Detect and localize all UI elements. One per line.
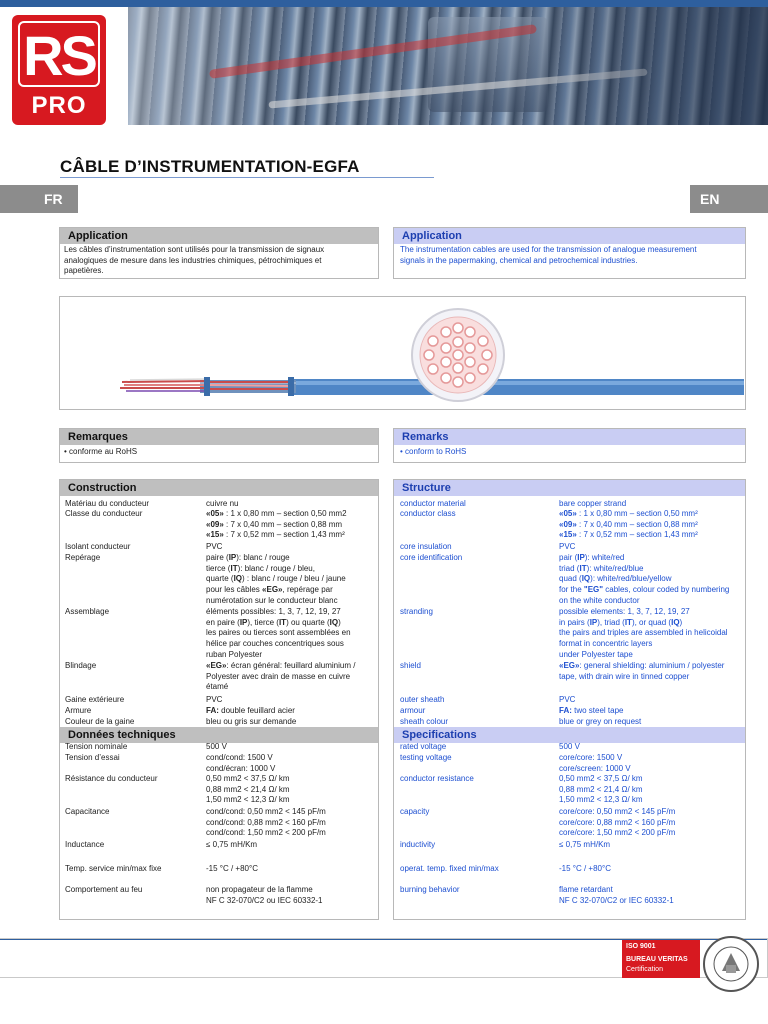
construction-row-en-label: outer sheath (400, 695, 445, 704)
construction-row-en-label: sheath colour (400, 717, 449, 726)
construction-row-en-value: FA: two steel tape (559, 706, 624, 715)
technical-fr-heading: Données techniques (60, 727, 378, 743)
application-en-heading: Application (394, 228, 745, 244)
remarks-en-box (393, 428, 746, 463)
construction-row-en-value: «EG»: general shielding: aluminium / polyester tape, with drain wire in tinned copper (559, 661, 725, 681)
construction-row-fr-label: Repérage (65, 553, 101, 562)
technical-row-fr-label: Tension nominale (65, 742, 128, 751)
technical-row-en-label: rated voltage (400, 742, 447, 751)
construction-row-en-label: armour (400, 706, 426, 715)
construction-row-fr-label: Couleur de la gaine (65, 717, 135, 726)
construction-row-en-label: conductor material (400, 499, 466, 508)
remarks-fr-heading: Remarques (60, 429, 378, 445)
construction-row-en-label: core insulation (400, 542, 452, 551)
construction-row-fr-value: PVC (206, 542, 223, 551)
construction-row-fr-value: «EG»: écran général: feuillard aluminium / Polyester avec drain de masse en cuivre étamé (206, 661, 356, 692)
remarks-fr-text: • conforme au RoHS (64, 447, 138, 456)
rs-pro-logo (12, 15, 106, 125)
construction-row-en-value: PVC (559, 695, 576, 704)
remarks-en-text: • conform to RoHS (400, 447, 467, 456)
technical-row-fr-label: Temp. service min/max fixe (65, 864, 162, 873)
technical-row-fr-label: Inductance (65, 840, 105, 849)
certification-label: Certification (626, 966, 663, 973)
iso-certification-badge (622, 940, 700, 978)
construction-row-en-label: shield (400, 661, 421, 670)
technical-row-fr-value: ≤ 0,75 mH/Km (206, 840, 258, 849)
cable-illustration (59, 296, 746, 410)
construction-row-en-value: possible elements: 1, 3, 7, 12, 19, 27 in pairs (IP), triad (IT), or quad (IQ) the pairs and triples are assembled in helicoidal format in concentric layers under Polyester tape (559, 607, 728, 659)
lang-tab-fr: FR (0, 185, 78, 213)
construction-row-fr-value: cuivre nu (206, 499, 239, 508)
technical-row-en-value: -15 °C / +80°C (559, 864, 611, 873)
iso-label: ISO 9001 (626, 943, 656, 950)
technical-row-fr-label: Comportement au feu (65, 885, 143, 894)
construction-row-fr-label: Assemblage (65, 607, 110, 616)
construction-row-fr-value: éléments possibles: 1, 3, 7, 12, 19, 27 en paire (IP), tierce (IT) ou quarte (IQ) les paires ou tierces sont assemblées en hélice par couches concentriques sous ruban Polyester (206, 607, 351, 659)
construction-row-fr-label: Gaine extérieure (65, 695, 125, 704)
application-fr-text: Les câbles d’instrumentation sont utilisés pour la transmission de signaux analogiques de mesure dans les industries chimiques, pétrochimiques et papetières. (64, 245, 325, 276)
technical-row-fr-value: 500 V (206, 742, 227, 751)
logo-pro-text: PRO (31, 92, 87, 119)
construction-row-fr-label: Isolant conducteur (65, 542, 131, 551)
construction-row-en-value: pair (IP): white/red triad (IT): white/red/blue quad (IQ): white/red/blue/yellow for the "EG" cables, colour coded by numbering on the white conductor (559, 553, 730, 605)
construction-fr-heading: Construction (60, 480, 378, 496)
construction-row-en-label: stranding (400, 607, 433, 616)
technical-row-en-value: flame retardant NF C 32-070/C2 or IEC 60332-1 (559, 885, 674, 905)
technical-row-en-value: 500 V (559, 742, 580, 751)
application-en-box (393, 227, 746, 279)
technical-row-en-label: inductivity (400, 840, 436, 849)
technical-row-en-label: testing voltage (400, 753, 452, 762)
application-en-text: The instrumentation cables are used for the transmission of analogue measurement signals in the papermaking, chemical and petrochemical industries. (400, 245, 697, 265)
bureau-veritas-label: BUREAU VERITAS (626, 956, 688, 963)
bureau-veritas-seal-icon (702, 935, 760, 993)
technical-row-fr-value: cond/cond: 1500 V cond/écran: 1000 V (206, 753, 276, 773)
technical-row-en-label: burning behavior (400, 885, 460, 894)
technical-row-en-value: ≤ 0,75 mH/Km (559, 840, 611, 849)
header-banner-image (128, 7, 768, 125)
remarks-fr-box (59, 428, 379, 463)
technical-row-fr-value: -15 °C / +80°C (206, 864, 258, 873)
technical-row-en-label: capacity (400, 807, 430, 816)
technical-row-fr-value: cond/cond: 0,50 mm2 < 145 pF/m cond/cond: 0,88 mm2 < 160 pF/m cond/cond: 1,50 mm2 < 200 pF/m (206, 807, 326, 838)
application-fr-heading: Application (60, 228, 378, 244)
technical-row-fr-label: Résistance du conducteur (65, 774, 158, 783)
technical-row-fr-label: Capacitance (65, 807, 110, 816)
construction-en-heading: Structure (394, 480, 745, 496)
title-underline (60, 177, 434, 178)
technical-row-en-value: core/core: 0,50 mm2 < 145 pF/m core/core: 0,88 mm2 < 160 pF/m core/core: 1,50 mm2 < 200 pF/m (559, 807, 676, 838)
application-fr-box (59, 227, 379, 279)
construction-row-fr-value: PVC (206, 695, 223, 704)
technical-row-en-value: core/core: 1500 V core/screen: 1000 V (559, 753, 631, 773)
construction-row-fr-label: Armure (65, 706, 92, 715)
construction-row-fr-label: Matériau du conducteur (65, 499, 150, 508)
construction-row-en-value: blue or grey on request (559, 717, 642, 726)
technical-row-en-label: operat. temp. fixed min/max (400, 864, 499, 873)
construction-row-fr-value: paire (IP): blanc / rouge tierce (IT): blanc / rouge / bleu, quarte (IQ) : blanc / rouge / bleu / jaune pour les câbles «EG», repérage par numérotation sur le conducteur blanc (206, 553, 346, 605)
construction-row-en-value: «05» : 1 x 0,80 mm – section 0,50 mm² «09» : 7 x 0,40 mm – section 0,88 mm² «15» : 7 x 0,52 mm – section 1,43 mm² (559, 509, 698, 540)
construction-row-en-label: conductor class (400, 509, 456, 518)
remarks-en-heading: Remarks (394, 429, 745, 445)
lang-tab-en: EN (690, 185, 768, 213)
construction-row-fr-label: Classe du conducteur (65, 509, 143, 518)
technical-row-en-value: 0,50 mm2 < 37,5 Ω/ km 0,88 mm2 < 21,4 Ω/ km 1,50 mm2 < 12,3 Ω/ km (559, 774, 643, 805)
document-title: CÂBLE D’INSTRUMENTATION-EGFA (60, 157, 360, 176)
technical-row-en-label: conductor resistance (400, 774, 474, 783)
logo-rs-text: RS (18, 21, 100, 87)
technical-row-fr-value: non propagateur de la flamme NF C 32-070/C2 ou IEC 60332-1 (206, 885, 323, 905)
technical-row-fr-value: 0,50 mm2 < 37,5 Ω/ km 0,88 mm2 < 21,4 Ω/ km 1,50 mm2 < 12,3 Ω/ km (206, 774, 290, 805)
technical-en-heading: Specifications (394, 727, 745, 743)
construction-row-fr-label: Blindage (65, 661, 97, 670)
construction-row-en-value: PVC (559, 542, 576, 551)
construction-row-fr-value: bleu ou gris sur demande (206, 717, 297, 726)
construction-row-en-label: core identification (400, 553, 463, 562)
construction-row-en-value: bare copper strand (559, 499, 627, 508)
technical-row-fr-label: Tension d’essai (65, 753, 120, 762)
construction-row-fr-value: «05» : 1 x 0,80 mm – section 0,50 mm2 «09» : 7 x 0,40 mm – section 0,88 mm «15» : 7 x 0,52 mm – section 1,43 mm² (206, 509, 347, 540)
top-color-strip (0, 0, 768, 7)
construction-row-fr-value: FA: double feuillard acier (206, 706, 295, 715)
